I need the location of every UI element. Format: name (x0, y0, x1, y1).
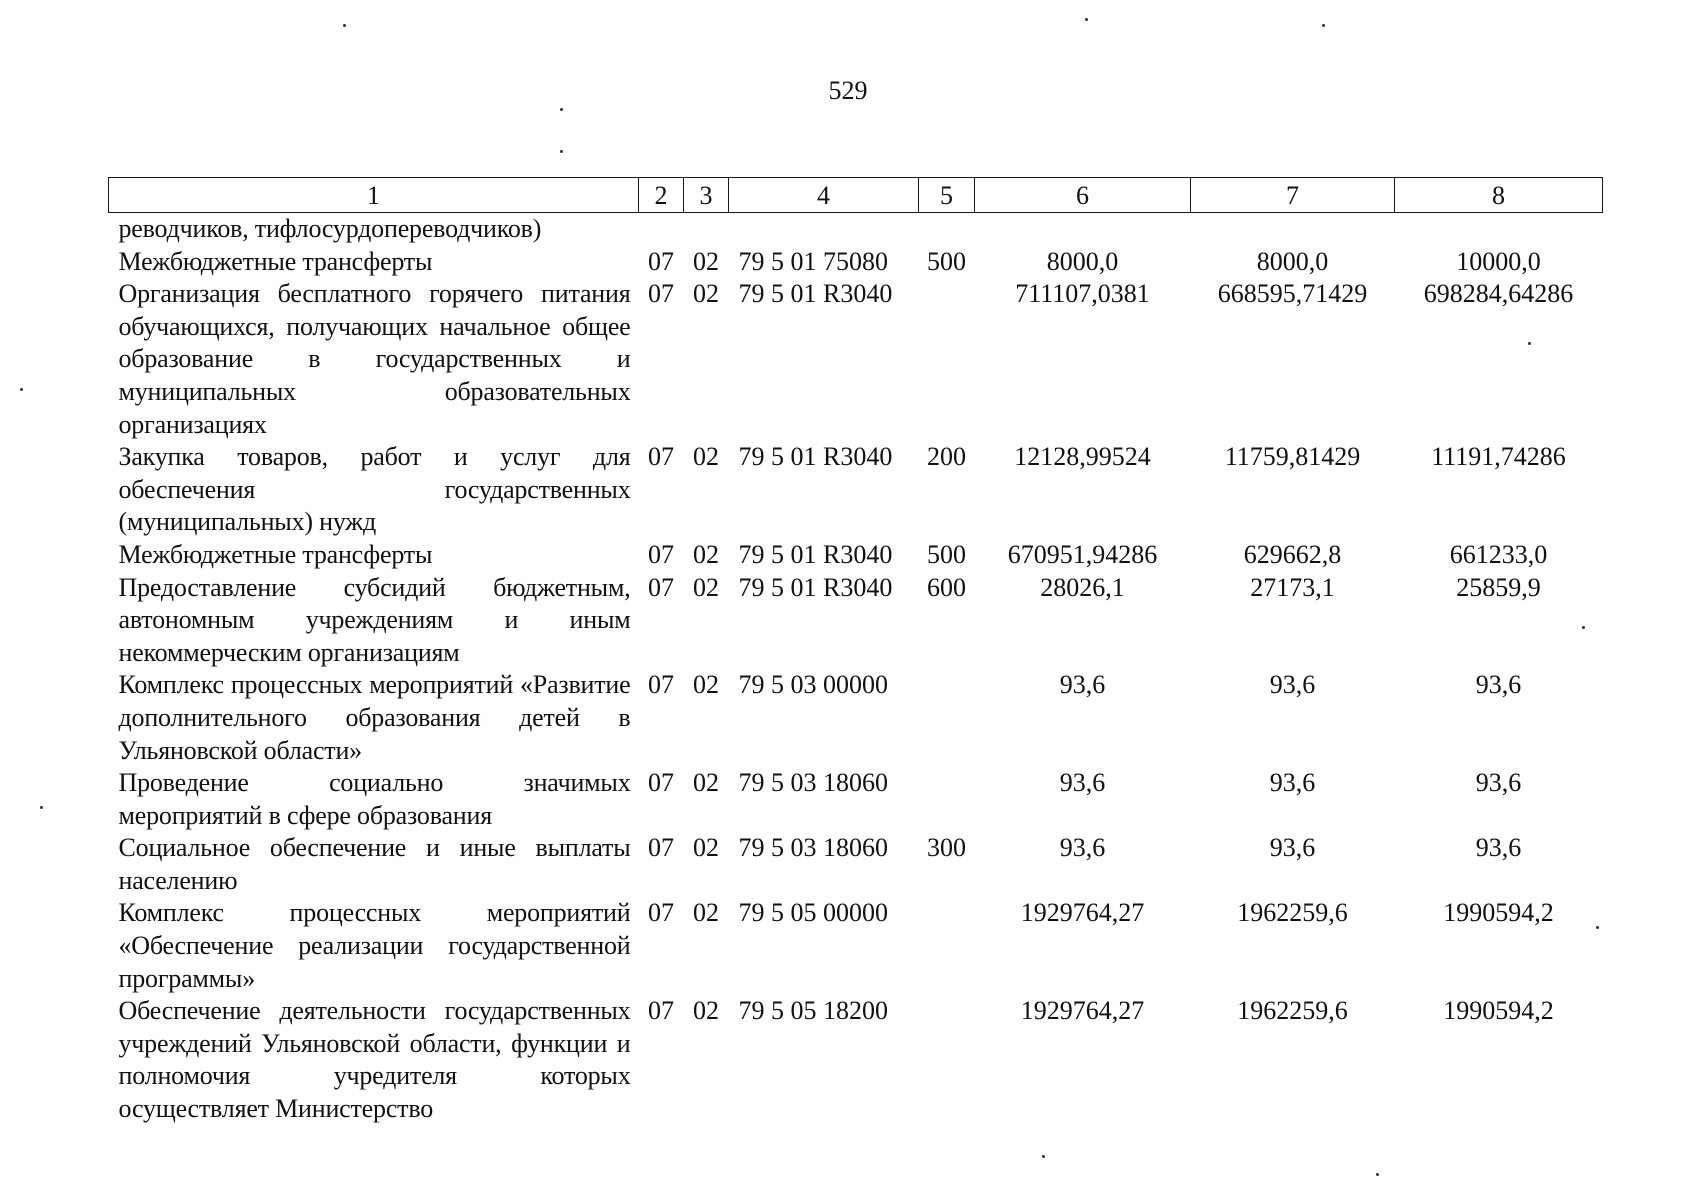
column-header-3: 3 (684, 178, 729, 213)
row-amount-col6: 28026,1 (1040, 572, 1125, 602)
row-section: 07 (648, 996, 674, 1026)
table-row (109, 995, 1603, 1125)
row-target-article: 79 5 01 75080 (738, 246, 888, 276)
row-target-article: 79 5 01 R3040 (738, 572, 893, 602)
row-amount-col8: 11191,74286 (1431, 442, 1566, 472)
row-subsection: 02 (693, 572, 719, 602)
row-section: 07 (648, 539, 674, 569)
row-amount-col8: 93,6 (1475, 833, 1522, 863)
table-row (109, 441, 1603, 539)
scan-speck (560, 150, 563, 153)
scan-speck (1596, 926, 1599, 929)
row-target-article: 79 5 05 00000 (738, 898, 888, 928)
row-amount-col6: 93,6 (1059, 768, 1106, 798)
row-target-article: 79 5 01 R3040 (738, 279, 893, 309)
row-amount-col7: 668595,71429 (1217, 279, 1368, 309)
row-amount-col8: 1990594,2 (1443, 996, 1554, 1026)
row-amount-col6: 1929764,27 (1020, 898, 1145, 928)
table-row (109, 246, 1603, 279)
scan-speck (20, 388, 23, 391)
row-amount-col8: 10000,0 (1456, 246, 1541, 276)
row-section: 07 (648, 898, 674, 928)
table-header (109, 178, 1603, 213)
scan-speck (1042, 1155, 1045, 1158)
row-amount-col7: 93,6 (1269, 833, 1316, 863)
row-subsection: 02 (693, 670, 719, 700)
table-row (109, 669, 1603, 767)
row-expense-type (919, 278, 975, 441)
row-name: Проведение социально значимых мероприятий в сфере образования (118, 768, 631, 830)
scan-speck (343, 24, 346, 27)
column-header-5: 5 (919, 178, 975, 213)
budget-table (108, 177, 1603, 1126)
row-expense-type: 600 (927, 572, 966, 602)
scan-speck (1322, 24, 1325, 27)
table-header-row (109, 178, 1603, 213)
row-name: Организация бесплатного горячего питания обучающихся, получающих начальное общее образование в государственных и муниципальных образовательных организациях (118, 279, 631, 439)
row-amount-col7: 1962259,6 (1237, 996, 1348, 1026)
row-expense-type (919, 767, 975, 832)
row-expense-type: 500 (927, 246, 966, 276)
row-amount-col7 (1191, 213, 1395, 246)
row-target-article: 79 5 03 00000 (738, 670, 888, 700)
row-amount-col8: 1990594,2 (1443, 898, 1554, 928)
page-number: 529 (828, 76, 868, 105)
row-subsection: 02 (693, 898, 719, 928)
scan-speck (560, 108, 563, 111)
table-row (109, 213, 1603, 246)
column-header-6: 6 (975, 178, 1191, 213)
row-name: Межбюджетные трансферты (118, 246, 433, 276)
row-expense-type (919, 995, 975, 1125)
row-subsection: 02 (693, 279, 719, 309)
row-section: 07 (648, 670, 674, 700)
row-section: 07 (648, 768, 674, 798)
row-amount-col6: 670951,94286 (1007, 539, 1158, 569)
row-name: Межбюджетные трансферты (118, 539, 433, 569)
row-amount-col6: 93,6 (1059, 833, 1106, 863)
row-name: Предоставление субсидий бюджетным, автономным учреждениям и иным некоммерческим организациям (118, 572, 631, 667)
row-amount-col6: 711107,0381 (1015, 279, 1150, 309)
row-target-article: 79 5 03 18060 (738, 768, 888, 798)
row-expense-type (919, 669, 975, 767)
row-subsection: 02 (693, 996, 719, 1026)
row-amount-col6 (975, 213, 1191, 246)
row-section: 07 (648, 246, 674, 276)
row-amount-col7: 93,6 (1269, 768, 1316, 798)
column-header-4: 4 (729, 178, 919, 213)
row-target-article: 79 5 03 18060 (738, 833, 888, 863)
row-name: реводчиков, тифлосурдопереводчиков) (118, 214, 542, 243)
table-row (109, 832, 1603, 897)
row-amount-col8: 25859,9 (1456, 572, 1541, 602)
row-name: Комплекс процессных мероприятий «Развитие дополнительного образования детей в Ульяновской области» (118, 670, 631, 765)
row-amount-col6: 12128,99524 (1014, 442, 1151, 472)
row-amount-col8: 93,6 (1475, 670, 1522, 700)
row-subsection: 02 (693, 442, 719, 472)
scan-speck (1528, 342, 1531, 345)
table-row (109, 767, 1603, 832)
scan-speck (1582, 626, 1585, 629)
table-row (109, 278, 1603, 441)
row-target-article: 79 5 01 R3040 (738, 539, 893, 569)
row-amount-col7: 8000,0 (1256, 246, 1329, 276)
row-amount-col7: 1962259,6 (1237, 898, 1348, 928)
row-amount-col6: 1929764,27 (1020, 996, 1145, 1026)
row-target-article: 79 5 05 18200 (738, 996, 888, 1026)
scan-speck (1085, 18, 1088, 21)
row-name: Социальное обеспечение и иные выплаты населению (118, 833, 631, 895)
row-name: Закупка товаров, работ и услуг для обеспечения государственных (муниципальных) нужд (118, 442, 631, 537)
row-subsection: 02 (693, 833, 719, 863)
row-amount-col7: 11759,81429 (1224, 442, 1361, 472)
row-subsection (684, 213, 729, 246)
table-row (109, 897, 1603, 995)
table-row (109, 572, 1603, 670)
row-expense-type: 200 (927, 442, 966, 472)
scan-speck (40, 806, 43, 809)
row-amount-col8: 698284,64286 (1423, 279, 1574, 309)
row-expense-type (919, 213, 975, 246)
row-amount-col8 (1395, 213, 1603, 246)
column-header-2: 2 (639, 178, 684, 213)
column-header-1: 1 (109, 178, 639, 213)
row-expense-type: 300 (927, 833, 966, 863)
scan-speck (1376, 1173, 1379, 1176)
row-section: 07 (648, 572, 674, 602)
row-amount-col8: 661233,0 (1449, 539, 1548, 569)
table-body (109, 213, 1603, 1126)
row-name: Комплекс процессных мероприятий «Обеспечение реализации государственной программы» (118, 898, 631, 993)
row-amount-col7: 93,6 (1269, 670, 1316, 700)
column-header-8: 8 (1395, 178, 1603, 213)
row-amount-col8: 93,6 (1475, 768, 1522, 798)
row-expense-type (919, 897, 975, 995)
row-section: 07 (648, 442, 674, 472)
table-row (109, 539, 1603, 572)
row-section (639, 213, 684, 246)
row-target-article: 79 5 01 R3040 (738, 442, 893, 472)
row-amount-col7: 629662,8 (1243, 539, 1342, 569)
row-section: 07 (648, 833, 674, 863)
row-subsection: 02 (693, 539, 719, 569)
row-amount-col6: 93,6 (1059, 670, 1106, 700)
row-subsection: 02 (693, 246, 719, 276)
row-name: Обеспечение деятельности государственных учреждений Ульяновской области, функции и полномочия учредителя которых осуществляет Министерство (118, 996, 631, 1124)
row-target-article (729, 213, 919, 246)
row-section: 07 (648, 279, 674, 309)
row-expense-type: 500 (927, 539, 966, 569)
row-subsection: 02 (693, 768, 719, 798)
row-amount-col6: 8000,0 (1046, 246, 1119, 276)
column-header-7: 7 (1191, 178, 1395, 213)
row-amount-col7: 27173,1 (1250, 572, 1335, 602)
